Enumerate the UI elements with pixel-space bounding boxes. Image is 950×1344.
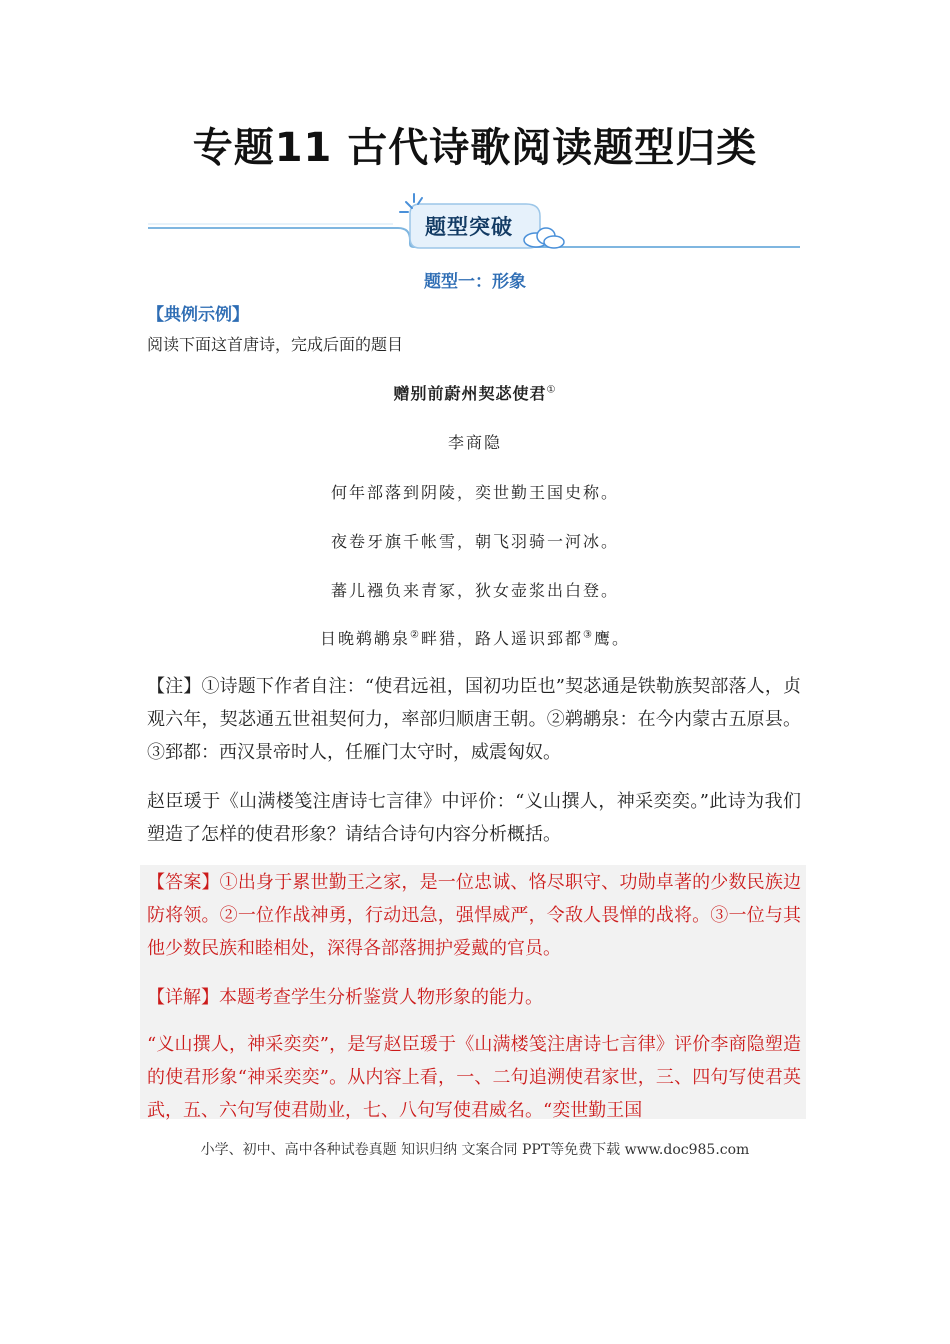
poem-line-part: 日晚鹈鹕泉 bbox=[320, 629, 411, 648]
poem-title bbox=[0, 381, 950, 404]
question-paragraph: 赵臣瑗于《山满楼笺注唐诗七言律》中评价：“义山撰人，神采奕奕。”此诗为我们塑造了怎样的使君形象？请结合诗句内容分析概括。 bbox=[147, 791, 801, 845]
footnote-marker: ③ bbox=[583, 629, 594, 641]
poem-line: 夜卷牙旗千帐雪，朝飞羽骑一河冰。 bbox=[330, 532, 619, 551]
poem-line bbox=[0, 626, 950, 649]
analysis-paragraph: “义山撰人，神采奕奕”，是写赵臣瑗于《山满楼笺注唐诗七言律》评价李商隐塑造的使君形象“神采奕奕”。从内容上看，一、二句追溯使君家世，三、四句写使君英武，五、六句写使君勋业，七、八句写使君威名。“奕世勤王国 bbox=[147, 1034, 801, 1121]
banner-label: 题型突破 bbox=[425, 215, 513, 239]
example-label: 【典例示例】 bbox=[147, 305, 249, 325]
poem-line-part: 鹰。 bbox=[593, 629, 630, 648]
poem-line: 何年部落到阴陵，奕世勤王国史称。 bbox=[330, 483, 619, 502]
poem-line-part: 畔猎，路人遥识郅都 bbox=[420, 629, 583, 648]
poem-author: 李商隐 bbox=[447, 433, 502, 452]
detail-paragraph: 【详解】本题考查学生分析鉴赏人物形象的能力。 bbox=[147, 987, 543, 1008]
page-footer: 小学、初中、高中各种试卷真题 知识归纳 文案合同 PPT等免费下载 www.doc985.com bbox=[200, 1142, 750, 1158]
notes-paragraph: 【注】①诗题下作者自注：“使君远祖，国初功臣也”契苾通是铁勒族契部落人，贞观六年，契苾通五世祖契何力，率部归顺唐王朝。②鹈鹕泉：在今内蒙古五原县。③郅都：西汉景帝时人，任雁门太守时，威震匈奴。 bbox=[147, 676, 801, 763]
section-heading: 题型一：形象 bbox=[424, 272, 526, 292]
footnote-marker: ② bbox=[410, 629, 421, 641]
poem-title-text: 赠别前蔚州契苾使君 bbox=[393, 384, 547, 403]
intro-text: 阅读下面这首唐诗，完成后面的题目 bbox=[147, 335, 404, 354]
poem-line: 蕃儿襁负来青冢，狄女壶浆出白登。 bbox=[330, 581, 619, 600]
page-title: 专题11 古代诗歌阅读题型归类 bbox=[192, 125, 758, 171]
answer-paragraph: 【答案】①出身于累世勤王之家，是一位忠诚、恪尽职守、功勋卓著的少数民族边防将领。②一位作战神勇，行动迅急，强悍威严，令敌人畏惮的战将。③一位与其他少数民族和睦相处，深得各部落拥护爱戴的官员。 bbox=[147, 872, 801, 959]
footnote-marker: ① bbox=[546, 384, 557, 396]
